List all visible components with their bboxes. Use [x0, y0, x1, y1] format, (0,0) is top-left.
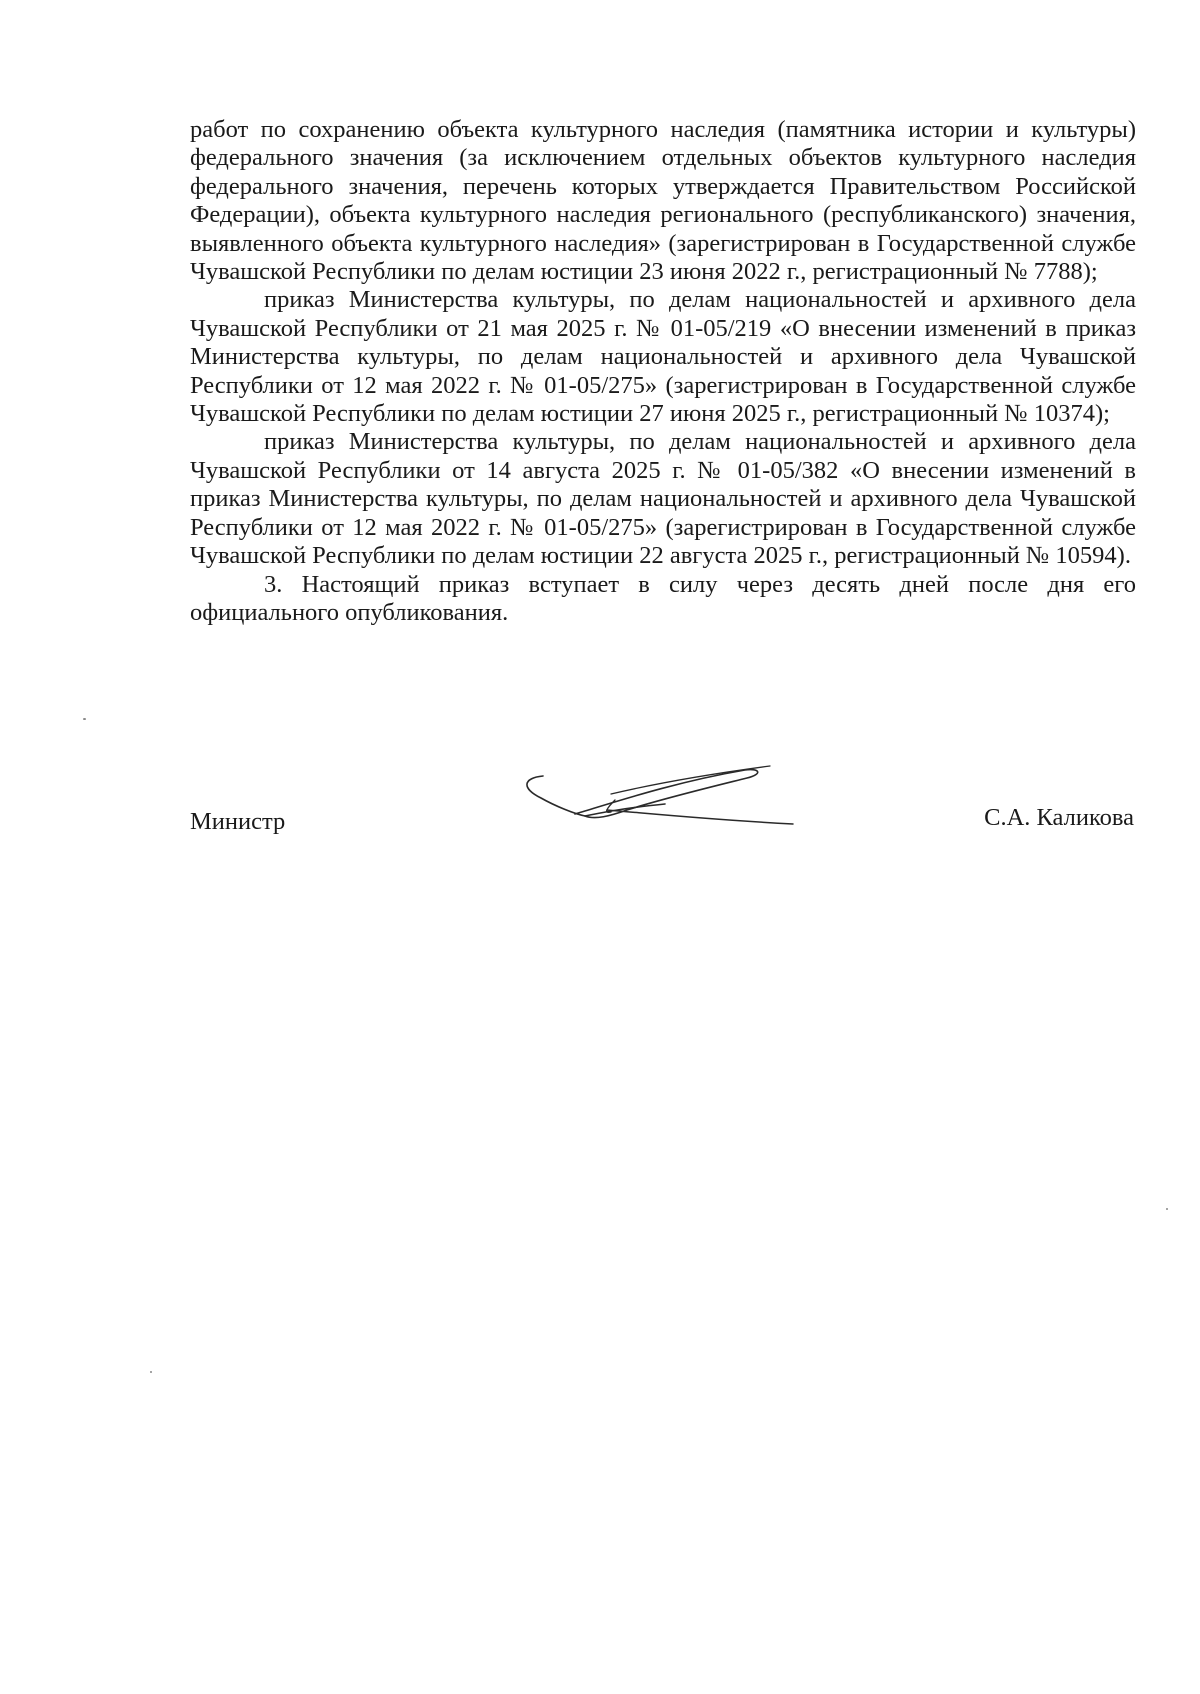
entry-into-force-paragraph: 3. Настоящий приказ вступает в силу через десять дней после дня его официального опубликования.: [190, 570, 1136, 626]
signature-stroke-rise: [575, 770, 758, 818]
order-amendment-paragraph-1: приказ Министерства культуры, по делам национальностей и архивного дела Чувашской Республики от 21 мая 2025 г. № 01-05/219 «О внесении изменений в приказ Министерства культуры, по делам национальностей и архивного дела Чувашской Республики от 12 мая 2022 г. № 01-05/275» (зарегистрирован в Государственной службе Чувашской Республики по делам юстиции 27 июня 2025 г., регистрационный № 10374);: [190, 286, 1136, 428]
scan-speck: [1166, 1208, 1168, 1210]
scan-speck: [150, 1371, 152, 1373]
signatory-name: С.А. Каликова: [984, 804, 1134, 831]
handwritten-signature: [515, 764, 795, 854]
signature-block: [190, 788, 1136, 888]
signature-stroke-underline: [607, 810, 793, 824]
scan-speck: [83, 718, 86, 720]
signatory-title: Министр: [190, 808, 286, 835]
signature-stroke-loop: [527, 776, 665, 816]
order-amendment-paragraph-2: приказ Министерства культуры, по делам национальностей и архивного дела Чувашской Республики от 14 августа 2025 г. № 01-05/382 «О внесении изменений в приказ Министерства культуры, по делам национальностей и архивного дела Чувашской Республики от 12 мая 2022 г. № 01-05/275» (зарегистрирован в Государственной службе Чувашской Республики по делам юстиции 22 августа 2025 г., регистрационный № 10594).: [190, 428, 1136, 570]
document-body: [190, 116, 1136, 627]
continuation-paragraph: работ по сохранению объекта культурного наследия (памятника истории и культуры) федерального значения (за исключением отдельных объектов культурного наследия федерального значения, перечень которых утверждается Правительством Российской Федерации), объекта культурного наследия регионального (республиканского) значения, выявленного объекта культурного наследия» (зарегистрирован в Государственной службе Чувашской Республики по делам юстиции 23 июня 2022 г., регистрационный № 7788);: [190, 116, 1136, 286]
